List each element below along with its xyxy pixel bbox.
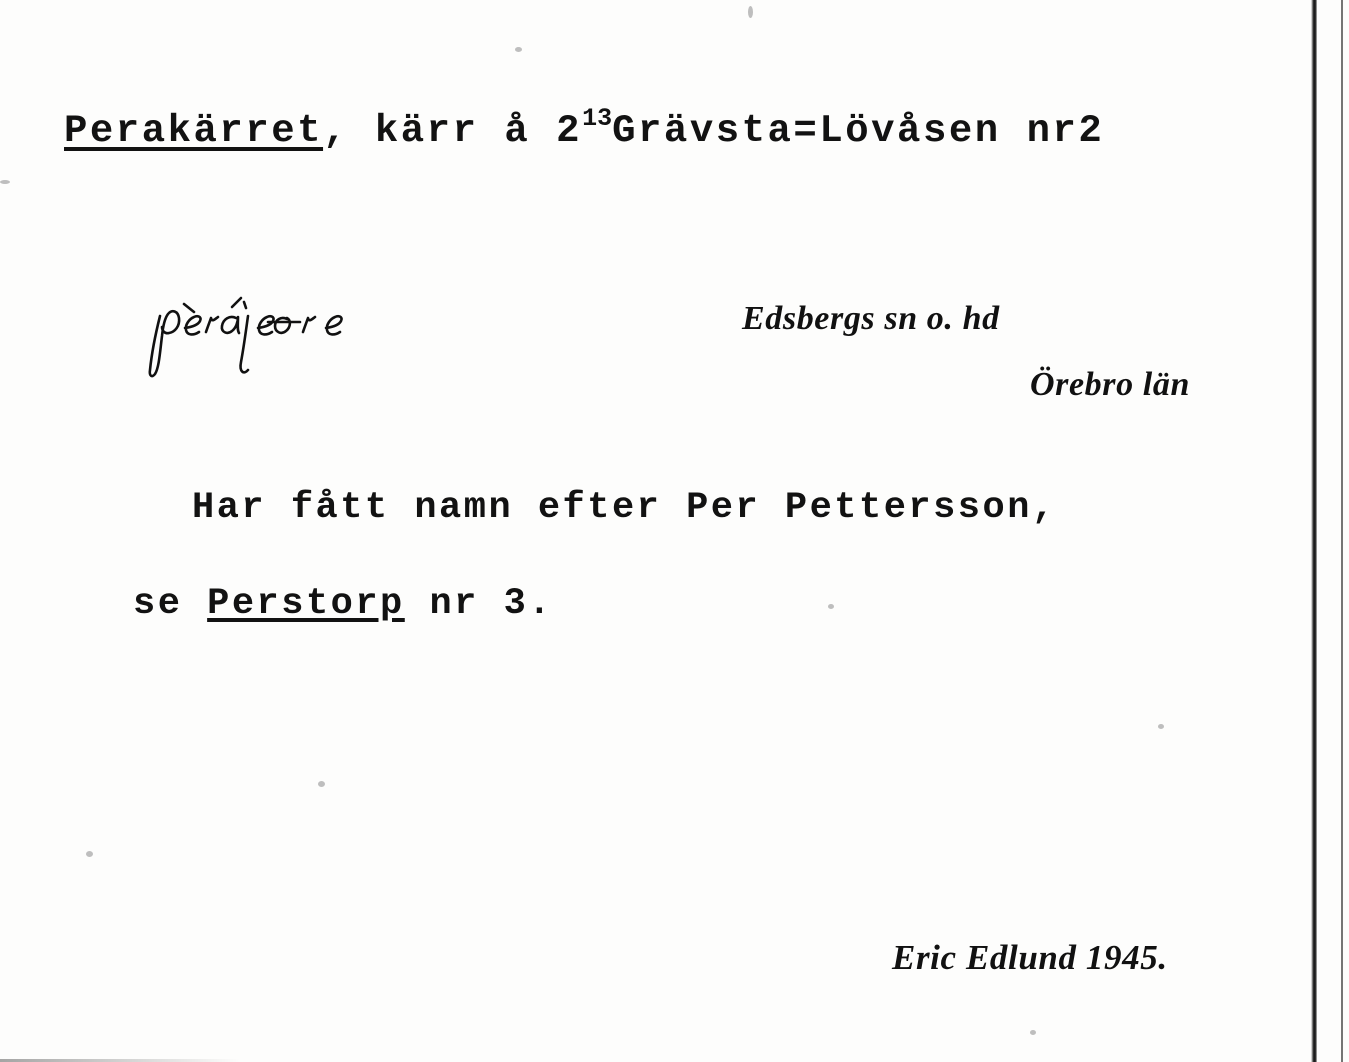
dust-speck bbox=[1158, 724, 1164, 729]
body-line-2 bbox=[133, 583, 553, 625]
body-line-2-keyword: Perstorp bbox=[207, 583, 405, 625]
handwritten-note bbox=[140, 282, 400, 382]
scan-edge-thin bbox=[1341, 0, 1343, 1062]
dust-speck bbox=[748, 6, 753, 18]
county-label: Örebro län bbox=[1030, 366, 1190, 403]
dust-speck bbox=[318, 781, 325, 787]
body-line-1: Har fått namn efter Per Pettersson, bbox=[192, 487, 1057, 529]
headline bbox=[64, 104, 1104, 153]
dust-speck bbox=[515, 47, 522, 52]
dust-speck bbox=[86, 851, 93, 857]
parish-label: Edsbergs sn o. hd bbox=[742, 300, 1000, 337]
dust-speck bbox=[1030, 1030, 1036, 1035]
signature: Eric Edlund 1945. bbox=[892, 938, 1168, 977]
headline-superscript: 13 bbox=[582, 104, 613, 133]
dust-speck bbox=[828, 604, 834, 609]
body-line-2-prefix: se bbox=[133, 583, 208, 625]
headline-rest-after: Grävsta=Lövåsen nr2 bbox=[612, 109, 1105, 153]
scan-edge-dark bbox=[1311, 0, 1317, 1062]
dust-speck bbox=[0, 180, 10, 184]
body-line-2-suffix: nr 3. bbox=[404, 583, 553, 625]
headline-keyword: Perakärret bbox=[64, 109, 324, 153]
headline-rest-before: , kärr å 2 bbox=[323, 109, 583, 153]
